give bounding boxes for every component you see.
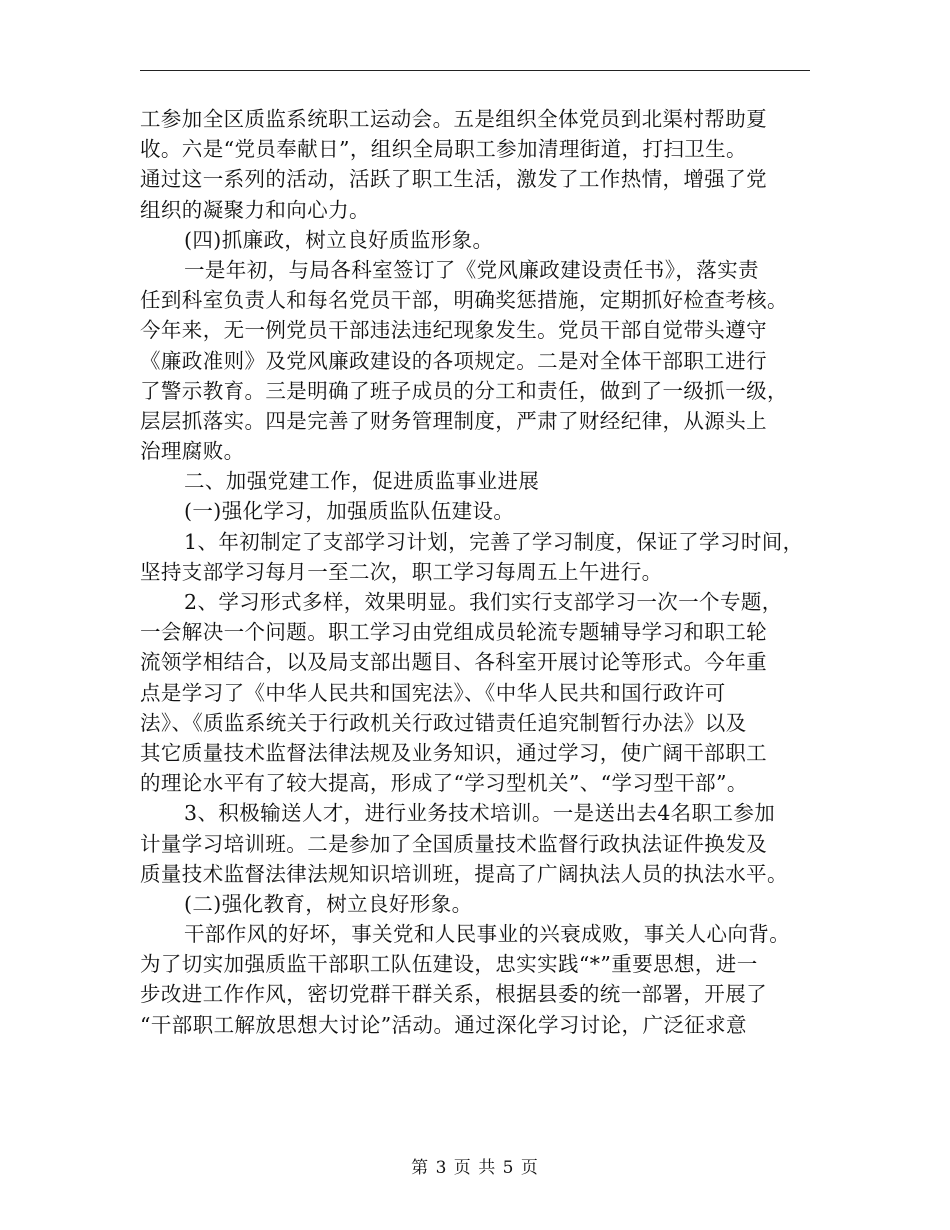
text-line: 坚持支部学习每月一至二次，职工学习每周五上午进行。 (140, 559, 663, 584)
text-line: 其它质量技术监督法律法规及业务知识，通过学习，使广阔干部职工 (140, 740, 767, 765)
page-footer: 第 3 页 共 5 页 (411, 1158, 539, 1178)
text-line: 二、加强党建工作，促进质监事业进展 (184, 469, 540, 494)
text-line: 1、年初制定了支部学习计划，完善了学习制度，保证了学习时间， (184, 529, 804, 554)
text-line: 工参加全区质监系统职工运动会。五是组织全体党员到北渠村帮助夏 (140, 107, 767, 131)
text-line: 2、学习形式多样，效果明显。我们实行支部学习一次一个专题， (184, 590, 783, 614)
document-body (140, 104, 820, 1040)
text-line: 《廉政准则》及党风廉政建设的各项规定。二是对全体干部职工进行 (140, 348, 767, 373)
text-line: 步改进工作作风，密切党群干群关系，根据县委的统一部署，开展了 (140, 982, 767, 1007)
text-line: 干部作风的好坏，事关党和人民事业的兴衰成败，事关人心向背。 (184, 922, 791, 947)
text-line: 为了切实加强质监干部职工队伍建设，忠实实践“*”重要思想，进一 (140, 952, 758, 977)
text-line: 流领学相结合，以及局支部出题目、各科室开展讨论等形式。今年重 (140, 650, 767, 675)
text-line: 计量学习培训班。二是参加了全国质量技术监督行政执法证件换发及 (140, 831, 767, 856)
text-line: 治理腐败。 (140, 439, 245, 464)
text-line: 组织的凝聚力和向心力。 (140, 197, 370, 222)
text-line: 一是年初，与局各科室签订了《党风廉政建设责任书》，落实责 (184, 257, 759, 282)
text-line: (一)强化学习，加强质监队伍建设。 (184, 499, 515, 524)
text-line: 3、积极输送人才，进行业务技术培训。一是送出去4名职工参加 (184, 801, 776, 826)
text-line: 法》、《质监系统关于行政机关行政过错责任追究制暂行办法》以及 (140, 710, 747, 735)
text-line: 一会解决一个问题。职工学习由党组成员轮流专题辅导学习和职工轮 (140, 620, 767, 645)
text-line: 收。六是“党员奉献日”，组织全局职工参加清理街道，打扫卫生。 (140, 137, 747, 162)
text-line: “干部职工解放思想大讨论”活动。通过深化学习讨论，广泛征求意 (140, 1012, 747, 1037)
header-rule (140, 70, 810, 71)
text-line: 通过这一系列的活动，活跃了职工生活，激发了工作热情，增强了党 (140, 167, 767, 192)
text-line: 了警示教育。三是明确了班子成员的分工和责任，做到了一级抓一级， (140, 378, 788, 403)
text-line: 质量技术监督法律法规知识培训班，提高了广阔执法人员的执法水平。 (140, 861, 788, 886)
text-line: 今年来，无一例党员干部违法违纪现象发生。党员干部自觉带头遵守 (140, 318, 767, 343)
text-line: (四)抓廉政，树立良好质监形象。 (184, 227, 494, 252)
text-line: 层层抓落实。四是完善了财务管理制度，严肃了财经纪律，从源头上 (140, 408, 767, 433)
text-line: 任到科室负责人和每名党员干部，明确奖惩措施，定期抓好检查考核。 (140, 288, 788, 313)
text-line: 点是学习了《中华人民共和国宪法》、《中华人民共和国行政许可 (140, 680, 726, 705)
text-line: 的理论水平有了较大提高，形成了“学习型机关”、“学习型干部”。 (140, 771, 748, 796)
text-line: (二)强化教育，树立良好形象。 (184, 891, 473, 916)
